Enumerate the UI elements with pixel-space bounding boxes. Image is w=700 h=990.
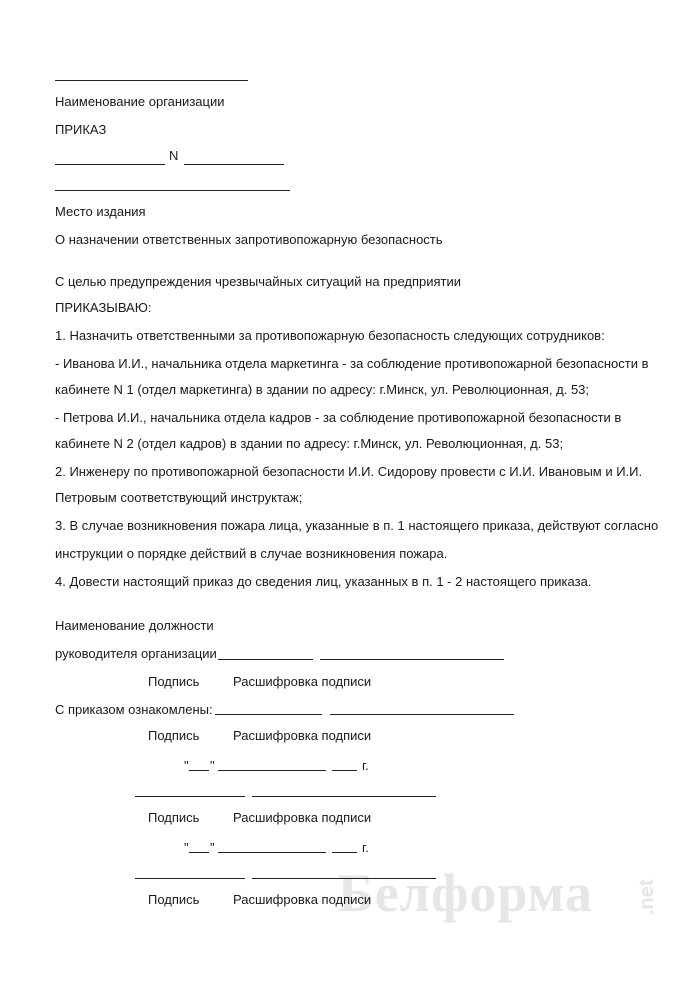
order-subject: О назначении ответственных запротивопожарную безопасность [55, 232, 443, 247]
acq-2-signature-caption: Подпись [148, 810, 200, 825]
date-2-year-blank [332, 852, 357, 853]
paragraph-1: 1. Назначить ответственными за противопожарную безопасность следующих сотрудников: [55, 328, 605, 343]
acquainted-label: С приказом ознакомлены: [55, 702, 213, 717]
paragraph-1b-line-2: кабинете N 2 (отдел кадров) в здании по адресу: г.Минск, ул. Революционная, д. 53; [55, 436, 564, 451]
date-1-year-suffix: г. [362, 758, 369, 773]
head-signature-blank [218, 659, 313, 660]
acq-3-decoding-blank [252, 878, 436, 879]
acq-2-decoding-caption: Расшифровка подписи [233, 810, 372, 825]
date-1-open-quote: " [184, 758, 189, 773]
acq-1-decoding-caption: Расшифровка подписи [233, 728, 372, 743]
acq-1-signature-caption: Подпись [148, 728, 200, 743]
head-decoding-blank [320, 659, 504, 660]
order-number-blank [184, 164, 284, 165]
order-date-blank [55, 164, 165, 165]
date-2-close-quote: " [210, 840, 215, 855]
acq-3-signature-blank [135, 878, 245, 879]
date-2-day-blank [189, 852, 209, 853]
order-purpose: С целью предупреждения чрезвычайных ситуаций на предприятии [55, 274, 462, 289]
date-2-open-quote: " [184, 840, 189, 855]
paragraph-3-line-1: 3. В случае возникновения пожара лица, указанные в п. 1 настоящего приказа, действуют согласно [55, 518, 659, 533]
order-number-sign: N [169, 148, 179, 163]
paragraph-3-line-2: инструкции о порядке действий в случае возникновения пожара. [55, 546, 448, 561]
org-name-label: Наименование организации [55, 94, 225, 109]
place-blank [55, 190, 290, 191]
place-label: Место издания [55, 204, 146, 219]
paragraph-2-line-1: 2. Инженеру по противопожарной безопасности И.И. Сидорову провести с И.И. Ивановым и И.И. [55, 464, 643, 479]
paragraph-4: 4. Довести настоящий приказ до сведения лиц, указанных в п. 1 - 2 настоящего приказа. [55, 574, 592, 589]
position-title-line-2: руководителя организации [55, 646, 217, 661]
acq-2-signature-blank [135, 796, 245, 797]
acq-2-decoding-blank [252, 796, 436, 797]
date-1-month-blank [218, 770, 326, 771]
order-word: ПРИКАЗЫВАЮ: [55, 300, 152, 315]
document-type: ПРИКАЗ [55, 122, 107, 137]
date-1-close-quote: " [210, 758, 215, 773]
acq-1-signature-blank [215, 714, 322, 715]
date-2-month-blank [218, 852, 326, 853]
head-signature-caption: Подпись [148, 674, 200, 689]
date-1-day-blank [189, 770, 209, 771]
position-title-line-1: Наименование должности [55, 618, 214, 633]
watermark-logo: Белформа [338, 863, 593, 923]
acq-3-decoding-caption: Расшифровка подписи [233, 892, 372, 907]
head-decoding-caption: Расшифровка подписи [233, 674, 372, 689]
date-1-year-blank [332, 770, 357, 771]
watermark-domain: .net [636, 879, 658, 915]
org-name-blank [55, 80, 248, 81]
paragraph-1a-line-2: кабинете N 1 (отдел маркетинга) в здании по адресу: г.Минск, ул. Революционная, д. 53; [55, 382, 590, 397]
acq-1-decoding-blank [330, 714, 514, 715]
acq-3-signature-caption: Подпись [148, 892, 200, 907]
date-2-year-suffix: г. [362, 840, 369, 855]
paragraph-1a-line-1: - Иванова И.И., начальника отдела маркетинга - за соблюдение противопожарной безопасности в [55, 356, 649, 371]
paragraph-1b-line-1: - Петрова И.И., начальника отдела кадров - за соблюдение противопожарной безопасности в [55, 410, 622, 425]
paragraph-2-line-2: Петровым соответствующий инструктаж; [55, 490, 303, 505]
